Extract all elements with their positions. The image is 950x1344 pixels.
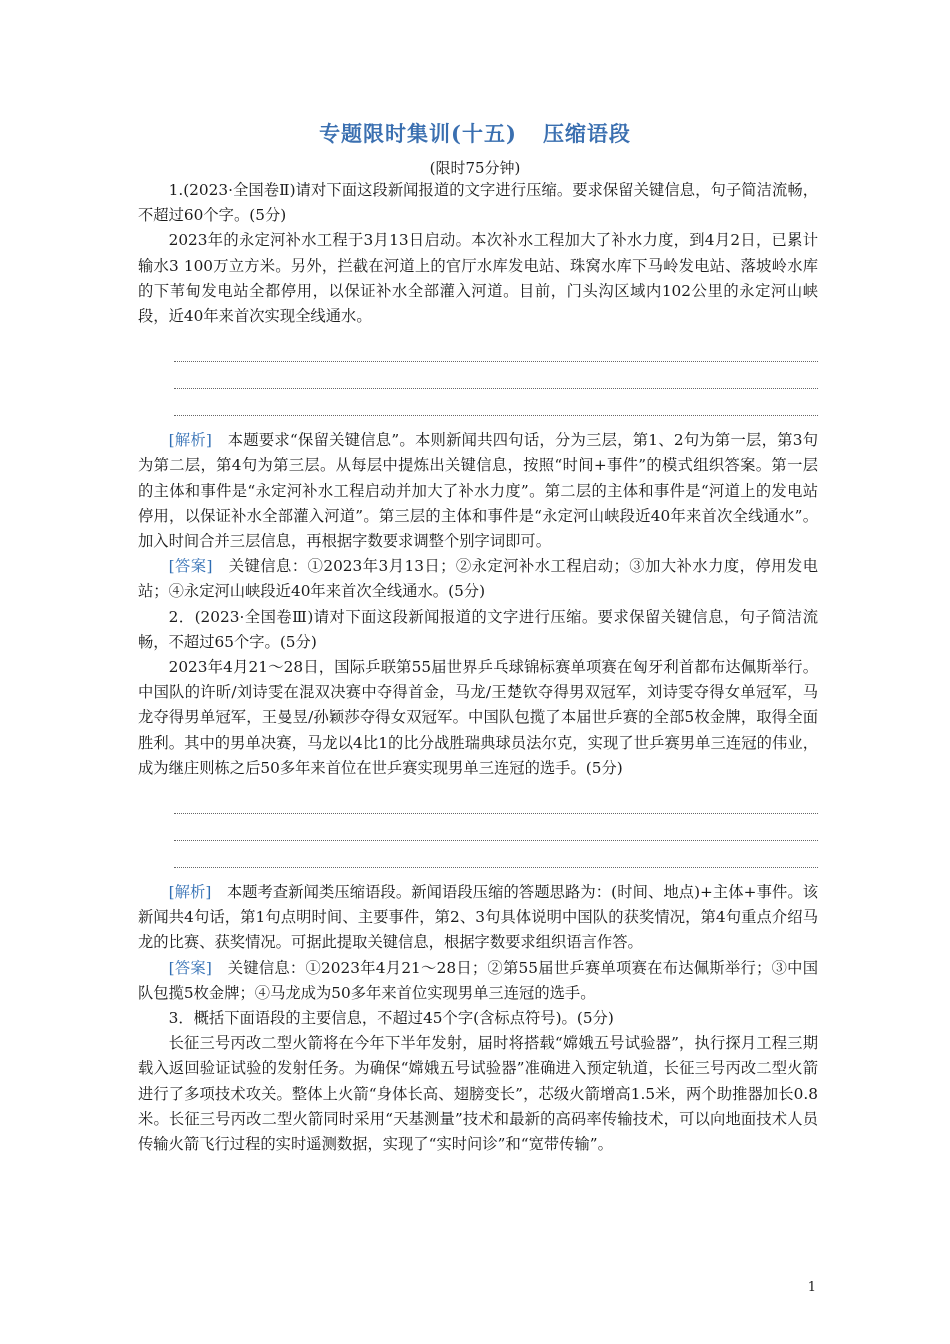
answer-tag: [答案] bbox=[168, 557, 213, 576]
q3-passage: 长征三号丙改二型火箭将在今年下半年发射，届时将搭载“嫦娥五号试验器”，执行探月工程三期载入返回验证试验的发射任务。为确保“嫦娥五号试验器”准确进入预定轨道，长征三号丙改二型火箭进行了多项技术攻关。整体上火箭“身体长高、翅膀变长”，芯级火箭增高1.5米，两个助推器加长0.8米。长征三号丙改二型火箭同时采用“天基测量”技术和最新的高码率传输技术，可以向地面技术人员传输火箭飞行过程的实时遥测数据，实现了“实时问诊”和“宽带传输”。 bbox=[138, 1034, 818, 1154]
q1-passage: 2023年的永定河补水工程于3月13日启动。本次补水工程加大了补水力度，到4月2日，已累计输水3 100万立方米。另外，拦截在河道上的官厅水库发电站、珠窝水库下马岭发电站、落坡岭水库的下苇甸发电站全都停用，以保证补水全部灌入河道。目前，门头沟区域内102公里的永定河山峡段，近40年来首次实现全线通水。 bbox=[138, 231, 818, 326]
answer-line bbox=[174, 841, 818, 868]
answer-tag: [答案] bbox=[168, 958, 212, 977]
answer-line bbox=[174, 335, 818, 362]
answer-line bbox=[174, 787, 818, 814]
analysis-tag: [解析] bbox=[168, 883, 212, 902]
page-title bbox=[0, 118, 950, 148]
q1-answer bbox=[138, 554, 818, 604]
q2-answer bbox=[138, 956, 818, 1006]
answer-line bbox=[174, 389, 818, 416]
q2-stem: 2．(2023·全国卷Ⅲ)请对下面这段新闻报道的文字进行压缩。要求保留关键信息，句子简洁流畅，不超过65个字。(5分) bbox=[138, 607, 818, 651]
q2-analysis-text: 本题考查新闻类压缩语段。新闻语段压缩的答题思路为：(时间、地点)+主体+事件。该新闻共4句话，第1句点明时间、主要事件，第2、3句具体说明中国队的获奖情况，第4句重点介绍马龙的比赛、获奖情况。可据此提取关键信息，根据字数要求组织语言作答。 bbox=[138, 883, 818, 952]
q2-passage: 2023年4月21～28日，国际乒联第55届世界乒乓球锦标赛单项赛在匈牙利首都布达佩斯举行。中国队的许昕/刘诗雯在混双决赛中夺得首金，马龙/王楚钦夺得男双冠军，刘诗雯夺得女单冠军，马龙夺得男单冠军，王曼昱/孙颖莎夺得女双冠军。中国队包揽了本届世乒赛的全部5枚金牌，取得全面胜利。其中的男单决赛，马龙以4比1的比分战胜瑞典球员法尔克，实现了世乒赛男单三连冠的伟业，成为继庄则栋之后50多年来首位在世乒赛实现男单三连冠的选手。(5分) bbox=[138, 658, 818, 777]
q1-analysis bbox=[138, 428, 818, 554]
q2-analysis bbox=[138, 880, 818, 956]
q1-answer-lines bbox=[174, 335, 818, 416]
q2-answer-lines bbox=[174, 787, 818, 868]
q1-analysis-text: 本题要求“保留关键信息”。本则新闻共四句话，分为三层，第1、2句为第一层，第3句为第二层，第4句为第三层。从每层中提炼出关键信息，按照“时间+事件”的模式组织答案。第一层的主体和事件是“永定河补水工程启动并加大了补水力度”。第二层的主体和事件是“河道上的发电站停用，以保证补水全部灌入河道”。第三层的主体和事件是“永定河山峡段近40年来首次全线通水”。加入时间合并三层信息，再根据字数要求调整个别字词即可。 bbox=[138, 431, 818, 551]
title-main: 专题限时集训(十五) bbox=[319, 121, 517, 146]
q1-stem: 1.(2023·全国卷Ⅱ)请对下面这段新闻报道的文字进行压缩。要求保留关键信息，句子简洁流畅，不超过60个字。(5分) bbox=[138, 181, 818, 225]
time-limit: (限时75分钟) bbox=[429, 159, 521, 177]
page-number: 1 bbox=[807, 1280, 816, 1295]
analysis-tag: [解析] bbox=[168, 431, 212, 450]
q1-answer-text: 关键信息：①2023年3月13日；②永定河补水工程启动；③加大补水力度，停用发电站；④永定河山峡段近40年来首次全线通水。(5分) bbox=[138, 557, 818, 601]
document-body bbox=[138, 178, 818, 1157]
answer-line bbox=[174, 362, 818, 389]
q2-answer-text: 关键信息：①2023年4月21～28日；②第55届世乒赛单项赛在布达佩斯举行；③中国队包揽5枚金牌；④马龙成为50多年来首位实现男单三连冠的选手。 bbox=[138, 958, 818, 1002]
q3-stem: 3．概括下面语段的主要信息，不超过45个字(含标点符号)。(5分) bbox=[168, 1009, 614, 1028]
title-topic: 压缩语段 bbox=[542, 121, 631, 146]
answer-line bbox=[174, 814, 818, 841]
